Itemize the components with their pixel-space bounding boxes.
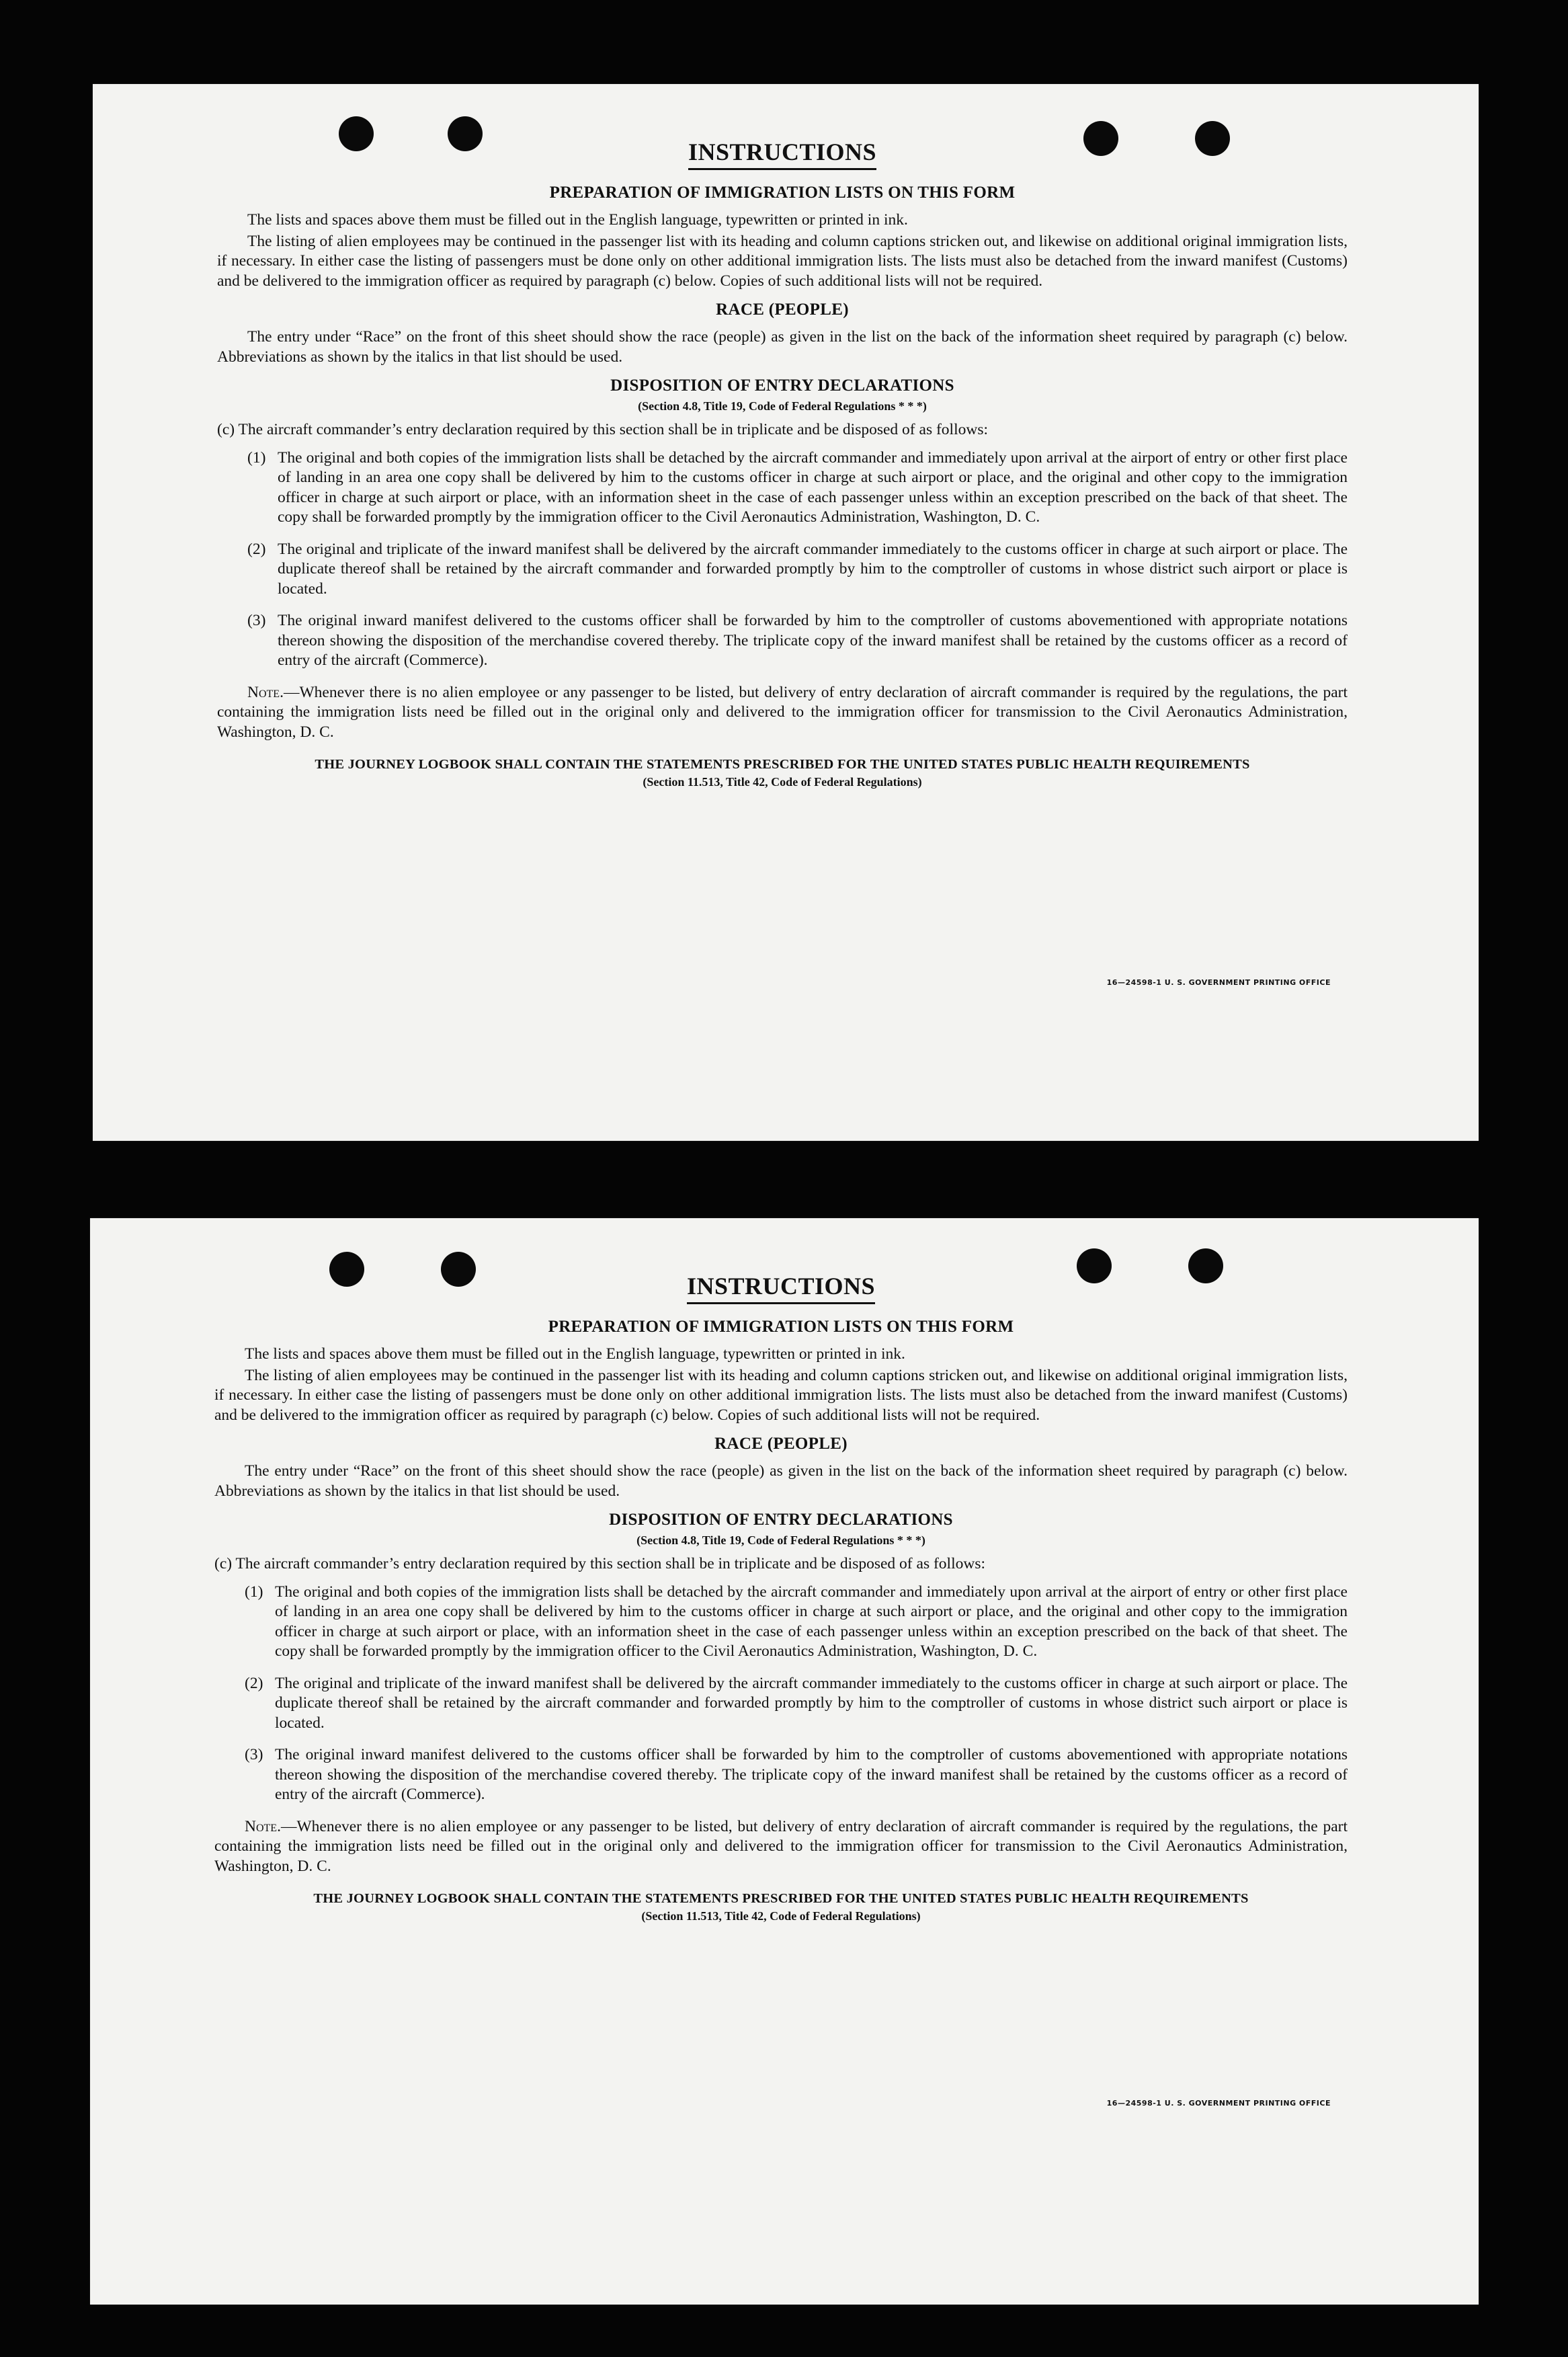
sheet-content (217, 138, 1348, 789)
section-heading-race: RACE (PEOPLE) (714, 1435, 848, 1453)
instruction-sheet-bottom (90, 1218, 1479, 2305)
item-text: The original and triplicate of the inward manifest shall be delivered by the aircraft commander immediately to the customs officer in charge at such airport or place. The duplicate thereof shall be retained by the aircraft commander and forwarded promptly by him to the comptroller of customs in whose district such airport or place is located. (278, 540, 1348, 598)
journey-logbook-statement: THE JOURNEY LOGBOOK SHALL CONTAIN THE STATEMENTS PRESCRIBED FOR THE UNITED STATES PUBLIC HEALTH REQUIREMENTS (315, 757, 1250, 772)
page-title: INSTRUCTIONS (214, 1272, 1348, 1300)
note-label: Note. (247, 683, 284, 701)
paragraph: The listing of alien employees may be continued in the passenger list with its heading and column captions stricken out, and likewise on additional original immigration lists, if necessary. In either case the listing of passengers must be done only on other additional immigration lists. The lists must also be detached from the inward manifest (Customs) and be delivered to the immigration officer as required by paragraph (c) below. Copies of such additional lists will not be required. (217, 232, 1348, 290)
note-paragraph (217, 683, 1348, 743)
item-number: (3) (245, 1746, 263, 1763)
paragraph: The entry under “Race” on the front of this sheet should show the race (people) as given in the list on the back of the information sheet required by paragraph (c) below. Abbreviations as shown by the italics in that list should be used. (214, 1462, 1348, 1500)
section-heading-preparation: PREPARATION OF IMMIGRATION LISTS ON THIS FORM (548, 1318, 1014, 1336)
printing-office-footer: 16—24598-1 U. S. GOVERNMENT PRINTING OFFICE (1106, 2099, 1331, 2108)
item-text: The original and both copies of the immigration lists shall be detached by the aircraft commander and immediately upon arrival at the airport of entry or other first place of landing in an area one copy shall be delivered by him to the customs officer in charge at such airport or place, and the original and other copy to the immigration officer in charge at such airport or place, with an information sheet in the case of each passenger unless within an exception prescribed on the back of that sheet. The copy shall be forwarded promptly by the immigration officer to the Civil Aeronautics Administration, Washington, D. C. (275, 1583, 1348, 1660)
paragraph: The lists and spaces above them must be filled out in the English language, typewritten or printed in ink. (247, 211, 908, 229)
printing-office-footer: 16—24598-1 U. S. GOVERNMENT PRINTING OFFICE (1106, 978, 1331, 987)
section-heading-disposition: DISPOSITION OF ENTRY DECLARATIONS (610, 376, 954, 395)
paragraph-c: (c) The aircraft commander’s entry declaration required by this section shall be in triplicate and be disposed of as follows: (217, 421, 988, 438)
page-title: INSTRUCTIONS (217, 138, 1348, 166)
paragraph: The entry under “Race” on the front of this sheet should show the race (people) as given in the list on the back of the information sheet required by paragraph (c) below. Abbreviations as shown by the italics in that list should be used. (217, 328, 1348, 366)
instruction-sheet-top (93, 84, 1479, 1141)
list-item (214, 1583, 1348, 1662)
note-text: —Whenever there is no alien employee or any passenger to be listed, but delivery of entry declaration of aircraft commander is required by the regulations, the part containing the immigration lists need be filled out in the original only and delivered to the immigration officer for transmission to the Civil Aeronautics Administration, Washington, D. C. (214, 1817, 1348, 1875)
regulation-reference: (Section 4.8, Title 19, Code of Federal Regulations * * *) (636, 1533, 925, 1547)
item-number: (3) (247, 612, 266, 629)
item-number: (2) (247, 540, 266, 558)
sheet-content (214, 1272, 1348, 1923)
section-heading-disposition: DISPOSITION OF ENTRY DECLARATIONS (609, 1511, 953, 1529)
regulation-reference: (Section 11.513, Title 42, Code of Federal Regulations) (643, 775, 922, 789)
section-heading-race: RACE (PEOPLE) (716, 301, 849, 319)
item-number: (1) (245, 1583, 263, 1601)
item-number: (2) (245, 1674, 263, 1692)
item-text: The original and both copies of the immigration lists shall be detached by the aircraft commander and immediately upon arrival at the airport of entry or other first place of landing in an area one copy shall be delivered by him to the customs officer in charge at such airport or place, and the original and other copy to the immigration officer in charge at such airport or place, with an information sheet in the case of each passenger unless within an exception prescribed on the back of that sheet. The copy shall be forwarded promptly by the immigration officer to the Civil Aeronautics Administration, Washington, D. C. (278, 448, 1348, 526)
list-item (214, 1745, 1348, 1805)
list-item (214, 1674, 1348, 1734)
list-item (217, 448, 1348, 528)
note-label: Note. (245, 1817, 281, 1835)
paragraph-c: (c) The aircraft commander’s entry declaration required by this section shall be in triplicate and be disposed of as follows: (214, 1555, 985, 1572)
item-text: The original and triplicate of the inward manifest shall be delivered by the aircraft commander immediately to the customs officer in charge at such airport or place. The duplicate thereof shall be retained by the aircraft commander and forwarded promptly by him to the comptroller of customs in whose district such airport or place is located. (275, 1674, 1348, 1732)
regulation-reference: (Section 4.8, Title 19, Code of Federal Regulations * * *) (638, 399, 927, 413)
note-text: —Whenever there is no alien employee or any passenger to be listed, but delivery of entry declaration of aircraft commander is required by the regulations, the part containing the immigration lists need be filled out in the original only and delivered to the immigration officer for transmission to the Civil Aeronautics Administration, Washington, D. C. (217, 683, 1348, 741)
item-text: The original inward manifest delivered to the customs officer shall be forwarded by him to the comptroller of customs abovementioned with appropriate notations thereon showing the disposition of the merchandise covered thereby. The triplicate copy of the inward manifest shall be retained by the customs officer as a record of entry of the aircraft (Commerce). (275, 1746, 1348, 1803)
paragraph: The listing of alien employees may be continued in the passenger list with its heading and column captions stricken out, and likewise on additional original immigration lists, if necessary. In either case the listing of passengers must be done only on other additional immigration lists. The lists must also be detached from the inward manifest (Customs) and be delivered to the immigration officer as required by paragraph (c) below. Copies of such additional lists will not be required. (214, 1366, 1348, 1424)
list-item (217, 540, 1348, 600)
item-text: The original inward manifest delivered to the customs officer shall be forwarded by him to the comptroller of customs abovementioned with appropriate notations thereon showing the disposition of the merchandise covered thereby. The triplicate copy of the inward manifest shall be retained by the customs officer as a record of entry of the aircraft (Commerce). (278, 612, 1348, 669)
note-paragraph (214, 1817, 1348, 1877)
journey-logbook-statement: THE JOURNEY LOGBOOK SHALL CONTAIN THE STATEMENTS PRESCRIBED FOR THE UNITED STATES PUBLIC HEALTH REQUIREMENTS (313, 1891, 1249, 1906)
section-heading-preparation: PREPARATION OF IMMIGRATION LISTS ON THIS FORM (549, 184, 1016, 202)
item-number: (1) (247, 448, 266, 467)
list-item (217, 611, 1348, 671)
regulation-reference: (Section 11.513, Title 42, Code of Federal Regulations) (641, 1909, 921, 1923)
paragraph: The lists and spaces above them must be filled out in the English language, typewritten or printed in ink. (245, 1345, 905, 1363)
